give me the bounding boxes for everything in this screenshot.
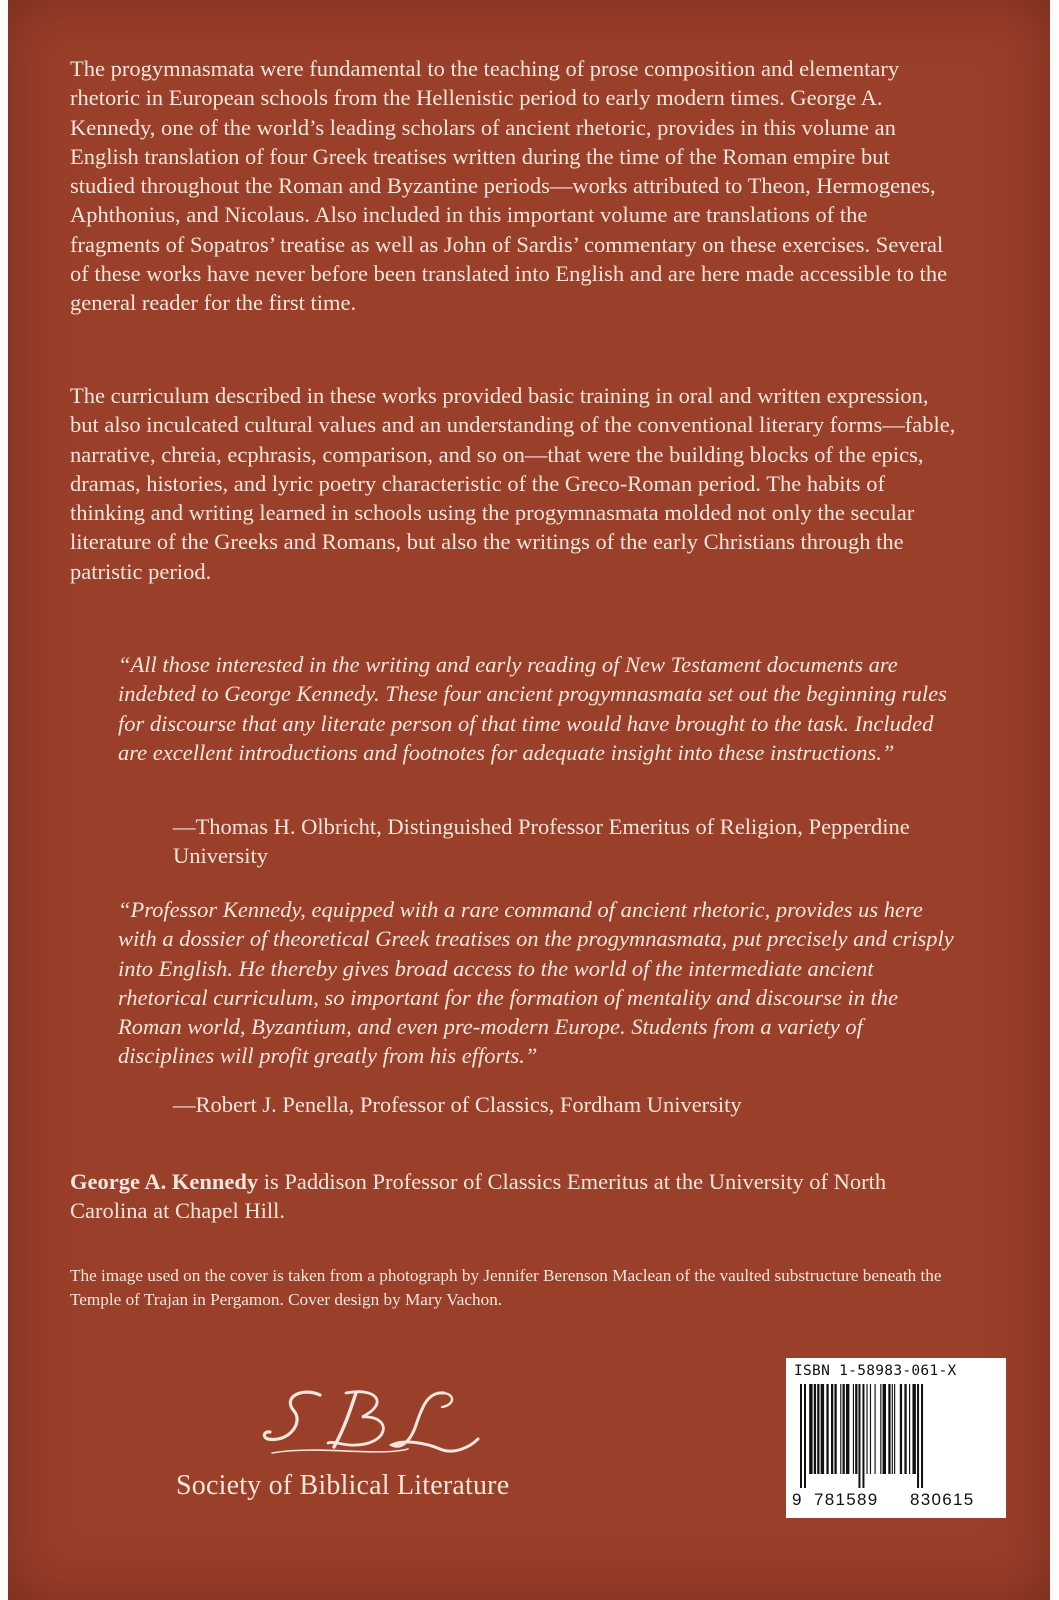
barcode-bar <box>826 1384 828 1474</box>
barcode-bar <box>883 1384 886 1474</box>
author-name: George A. Kennedy <box>70 1169 259 1194</box>
barcode-bar <box>846 1384 849 1474</box>
barcode-bar <box>862 1384 864 1488</box>
publisher-name: Society of Biblical Literature <box>176 1470 510 1501</box>
barcode-digit-lead: 9 <box>792 1490 802 1509</box>
barcode-bar <box>921 1384 923 1488</box>
endorsement-quote-1: “All those interested in the writing and early reading of New Testament documents are indebted to George Kennedy. These four ancient progymnasmata set out the beginning rules for discourse that any literate person of that time would have brought to the task. Included are excellent introductions and footnotes for adequate insight into these instructions.” <box>118 652 947 765</box>
barcode-bar <box>843 1384 845 1474</box>
barcode-bar <box>888 1384 890 1474</box>
barcode-bar <box>875 1384 876 1474</box>
cover-credit: The image used on the cover is taken from a photograph by Jennifer Berenson Maclean of the vaulted substructure beneath the Temple of Trajan in Pergamon. Cover design by Mary Vachon. <box>70 1266 942 1309</box>
barcode-digits-group-2: 830615 <box>910 1490 975 1509</box>
barcode-bar <box>904 1384 906 1474</box>
barcode-bar <box>858 1384 860 1488</box>
endorsement-quote-2: “Professor Kennedy, equipped with a rare command of ancient rhetoric, provides us here with a dossier of theoretical Greek treatises on the progymnasmata, put precisely and crisply into English. He thereby gives broad access to the world of the intermediate ancient rhetorical curriculum, so important for the formation of mentality and discourse in the Roman world, Byzantium, and even pre-modern Europe. Students from a variety of disciplines will profit greatly from his efforts.” <box>118 897 954 1069</box>
barcode-digits-group-1: 781589 <box>814 1490 879 1509</box>
barcode-icon <box>798 1384 994 1488</box>
isbn-text: ISBN 1-58983-061-X <box>794 1363 957 1379</box>
barcode-bar <box>800 1384 802 1488</box>
barcode-bar <box>814 1384 816 1474</box>
barcode-bar <box>853 1384 854 1474</box>
barcode-bar <box>880 1384 881 1474</box>
barcode-bar <box>894 1384 895 1474</box>
endorsement-attribution-2: —Robert J. Penella, Professor of Classics, Fordham University <box>173 1092 742 1117</box>
barcode-bar <box>912 1384 915 1474</box>
barcode-label <box>786 1358 1006 1518</box>
barcode-bar <box>866 1384 867 1474</box>
book-back-cover <box>8 0 1050 1600</box>
barcode-bar <box>817 1384 819 1474</box>
barcode-bar <box>840 1384 841 1474</box>
barcode-bar <box>855 1384 857 1474</box>
barcode-bar <box>892 1384 893 1474</box>
author-bio <box>70 1167 960 1226</box>
barcode-bar <box>909 1384 910 1474</box>
sbl-logo-icon <box>258 1385 488 1460</box>
barcode-bar <box>809 1384 812 1474</box>
barcode-bar <box>917 1384 919 1488</box>
author-bio-text: is Paddison Professor of Classics Emeritus at the University of North Carolina at Chapel Hill. <box>70 1169 887 1224</box>
barcode-bar <box>834 1384 836 1474</box>
barcode-bar <box>831 1384 833 1474</box>
description-paragraph-1: The progymnasmata were fundamental to the teaching of prose composition and elementary rhetoric in European schools from the Hellenistic period to early modern times. George A. Kennedy, one of the world’s leading scholars of ancient rhetoric, provides in this volume an English translation of four Greek treatises written during the time of the Roman empire but studied throughout the Roman and Byzantine periods—works attributed to Theon, Hermogenes, Aphthonius, and Nicolaus. Also included in this important volume are translations of the fragments of Sopatros’ treatise as well as John of Sardis’ commentary on these exercises. Several of these works have never before been translated into English and are here made accessible to the general reader for the first time. <box>70 56 948 316</box>
endorsement-attribution-1: —Thomas H. Olbricht, Distinguished Professor Emeritus of Religion, Pepperdine University <box>173 814 910 869</box>
barcode-bar <box>870 1384 871 1474</box>
description-paragraph-2: The curriculum described in these works provided basic training in oral and written expression, but also inculcated cultural values and an understanding of the conventional literary forms—fable, narrative, chreia, ecphrasis, comparison, and so on—that were the building blocks of the epics, dramas, histories, and lyric poetry characteristic of the Greco-Roman period. The habits of thinking and writing learned in schools using the progymnasmata molded not only the secular literature of the Greeks and Romans, but also the writings of the early Christians through the patristic period. <box>70 383 956 584</box>
barcode-bar <box>900 1384 902 1474</box>
barcode-bar <box>821 1384 824 1474</box>
barcode-bar <box>804 1384 806 1488</box>
